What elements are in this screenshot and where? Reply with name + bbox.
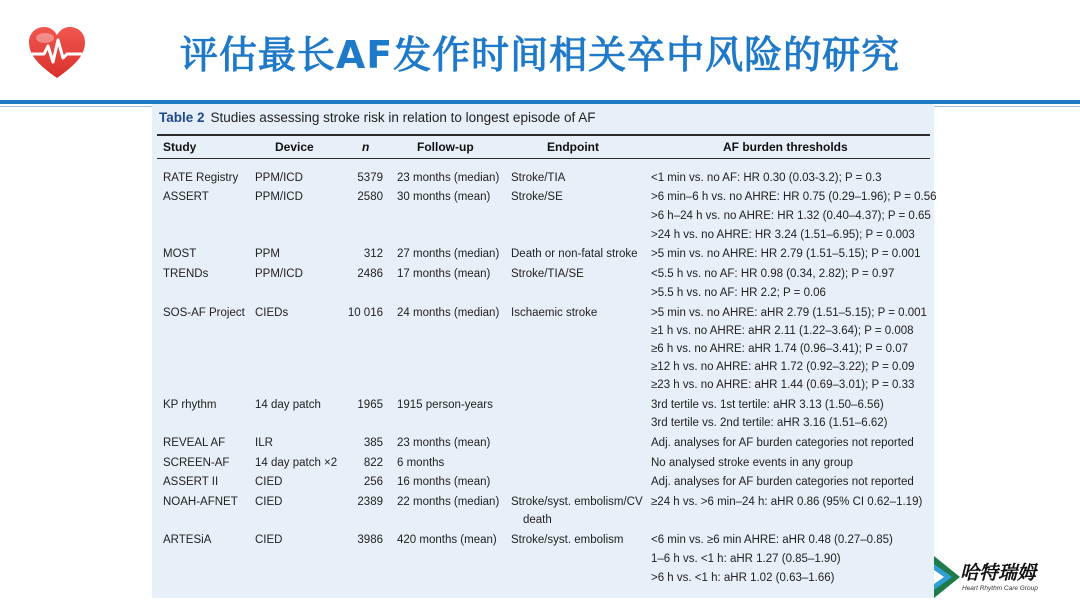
table-caption [159, 110, 596, 125]
cell-followup: 17 months (mean) [397, 268, 491, 280]
cell-threshold: >5 min vs. no AHRE: HR 2.79 (1.51–5.15); P = 0.001 [651, 248, 921, 260]
cell-endpoint: Death or non-fatal stroke [511, 248, 638, 260]
cell-threshold: ≥23 h vs. no AHRE: aHR 1.44 (0.69–3.01); P = 0.33 [651, 379, 915, 391]
cell-followup: 24 months (median) [397, 307, 500, 319]
cell-study: SCREEN-AF [163, 457, 230, 469]
cell-followup: 23 months (mean) [397, 437, 491, 449]
cell-threshold: >5 min vs. no AHRE: aHR 2.79 (1.51–5.15); P = 0.001 [651, 307, 927, 319]
cell-endpoint: Ischaemic stroke [511, 307, 598, 319]
cell-threshold: >6 h vs. <1 h: aHR 1.02 (0.63–1.66) [651, 572, 835, 584]
cell-endpoint: Stroke/SE [511, 191, 563, 203]
cell-n: 312 [363, 248, 383, 260]
cell-threshold: 3rd tertile vs. 1st tertile: aHR 3.13 (1.50–6.56) [651, 399, 884, 411]
header-study: Study [163, 140, 197, 154]
cell-threshold: No analysed stroke events in any group [651, 457, 854, 469]
slide-title: 评估最长AF发作时间相关卒中风险的研究 [179, 33, 901, 77]
cell-threshold: Adj. analyses for AF burden categories not reported [651, 437, 914, 449]
cell-n: 1965 [357, 399, 383, 411]
cell-study: ASSERT II [163, 476, 219, 488]
cell-n: 2486 [357, 268, 383, 280]
cell-device: CIED [255, 496, 283, 508]
cell-threshold: ≥6 h vs. no AHRE: aHR 1.74 (0.96–3.41); P = 0.07 [651, 343, 909, 355]
cell-n: 822 [363, 457, 383, 469]
cell-study: RATE Registry [163, 172, 239, 184]
cell-followup: 16 months (mean) [397, 476, 491, 488]
cell-study: SOS-AF Project [163, 307, 245, 319]
cell-followup: 1915 person-years [397, 399, 493, 411]
cell-threshold: >6 h–24 h vs. no AHRE: HR 1.32 (0.40–4.37); P = 0.65 [651, 210, 931, 222]
cell-threshold: >6 min–6 h vs. no AHRE: HR 0.75 (0.29–1.96); P = 0.56 [651, 191, 937, 203]
cell-device: 14 day patch [255, 399, 321, 411]
cell-threshold: <6 min vs. ≥6 min AHRE: aHR 0.48 (0.27–0.85) [651, 534, 893, 546]
table-caption-label: Table 2 [159, 110, 205, 125]
cell-device: PPM/ICD [255, 172, 303, 184]
cell-endpoint: Stroke/syst. embolism/CV [511, 496, 643, 508]
cell-threshold: >24 h vs. no AHRE: HR 3.24 (1.51–6.95); P = 0.003 [651, 229, 915, 241]
cell-threshold: Adj. analyses for AF burden categories not reported [651, 476, 914, 488]
brand-mark-icon [932, 554, 962, 600]
cell-study: ASSERT [163, 191, 209, 203]
cell-threshold: <1 min vs. no AF: HR 0.30 (0.03-3.2); P = 0.3 [651, 172, 882, 184]
cell-followup: 27 months (median) [397, 248, 500, 260]
cell-device: 14 day patch ×2 [255, 457, 338, 469]
cell-n: 3986 [357, 534, 383, 546]
cell-followup: 22 months (median) [397, 496, 500, 508]
brand-logo [930, 552, 1080, 608]
brand-subtitle: Heart Rhythm Care Group [962, 585, 1038, 592]
cell-threshold: 1–6 h vs. <1 h: aHR 1.27 (0.85–1.90) [651, 553, 841, 565]
cell-threshold: ≥12 h vs. no AHRE: aHR 1.72 (0.92–3.22); P = 0.09 [651, 361, 915, 373]
cell-study: REVEAL AF [163, 437, 226, 449]
cell-endpoint: Stroke/TIA/SE [511, 268, 584, 280]
header-thresholds: AF burden thresholds [723, 140, 848, 154]
cell-device: PPM/ICD [255, 191, 303, 203]
header-endpoint: Endpoint [547, 140, 599, 154]
cell-threshold: ≥24 h vs. >6 min–24 h: aHR 0.86 (95% CI 0.62–1.19) [651, 496, 923, 508]
header-n: n [362, 140, 370, 154]
cell-followup: 420 months (mean) [397, 534, 497, 546]
cell-endpoint: Stroke/TIA [511, 172, 566, 184]
cell-followup: 23 months (median) [397, 172, 500, 184]
cell-threshold: ≥1 h vs. no AHRE: aHR 2.11 (1.22–3.64); P = 0.008 [651, 325, 914, 337]
cell-study: NOAH-AFNET [163, 496, 238, 508]
cell-device: PPM/ICD [255, 268, 303, 280]
brand-name: 哈特瑞姆 [960, 562, 1037, 584]
cell-device: CIED [255, 534, 283, 546]
cell-device: CIEDs [255, 307, 289, 319]
cell-n: 5379 [357, 172, 383, 184]
cell-n: 2580 [357, 191, 383, 203]
cell-study: ARTESiA [163, 534, 212, 546]
header-device: Device [275, 140, 314, 154]
table-top-rule [157, 134, 930, 136]
cell-device: PPM [255, 248, 280, 260]
cell-endpoint: Stroke/syst. embolism [511, 534, 624, 546]
table-panel [152, 104, 937, 598]
cell-study: KP rhythm [163, 399, 217, 411]
cell-n: 2389 [357, 496, 383, 508]
cell-device: CIED [255, 476, 283, 488]
cell-n: 385 [363, 437, 383, 449]
cell-device: ILR [255, 437, 273, 449]
cell-followup: 30 months (mean) [397, 191, 491, 203]
table-header-rule [157, 158, 930, 159]
cell-threshold: 3rd tertile vs. 2nd tertile: aHR 3.16 (1.51–6.62) [651, 417, 888, 429]
cell-n: 256 [363, 476, 383, 488]
cell-followup: 6 months [397, 457, 445, 469]
cell-threshold: <5.5 h vs. no AF: HR 0.98 (0.34, 2.82); P = 0.97 [651, 268, 895, 280]
cell-n: 10 016 [347, 307, 383, 319]
cell-threshold: >5.5 h vs. no AF: HR 2.2; P = 0.06 [651, 287, 826, 299]
cell-endpoint-cont: death [523, 514, 552, 526]
cell-study: TRENDs [163, 268, 209, 280]
table-caption-text: Studies assessing stroke risk in relation to longest episode of AF [210, 110, 596, 125]
cell-study: MOST [163, 248, 197, 260]
header-followup: Follow-up [417, 140, 474, 154]
